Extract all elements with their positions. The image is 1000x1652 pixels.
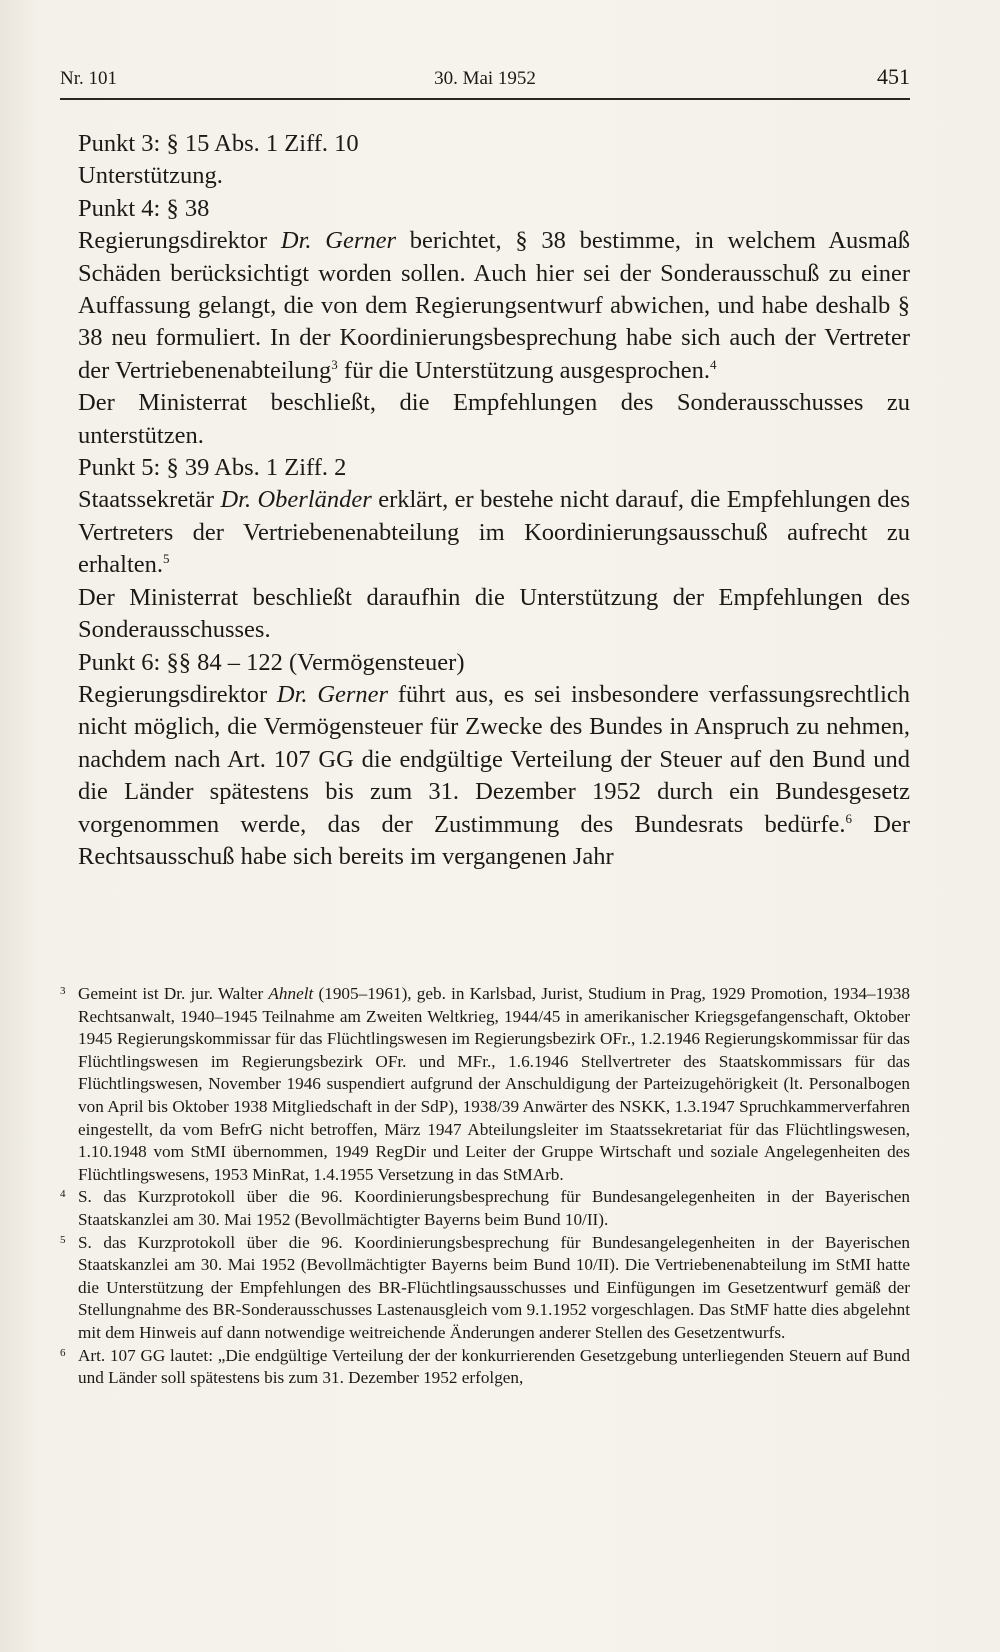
- footnote-number: 5: [60, 1233, 66, 1246]
- footnote-number: 3: [60, 985, 66, 997]
- person-name: Dr. Gerner: [276, 680, 389, 708]
- footnote-ref: 4: [709, 356, 717, 372]
- paragraph: Unterstützung.: [78, 162, 223, 190]
- footnote-ref: 5: [163, 551, 170, 567]
- footnotes: [60, 983, 910, 1390]
- footnote: 3 Gemeint ist Dr. jur. Walter Ahnelt (1905–1961), geb. in Karlsbad, Jurist, Studium in Prag, 1929 Promotion, 1934–1938 Rechtsanwalt, 1940–1945 Teilnahme am Zweiten Weltkrieg, 1944/45 in amerikanischer Kriegsgefangenschaft, Oktober 1945 Regierungskommissar für das Flüchtlingswesen im Regierungsbezirk OFr., 1.2.1946 Regierungskommissar für das Flüchtlingswesen im Regierungsbezirk OFr. und MFr., 1.6.1946 Stellvertreter des Staatskommissars für das Flüchtlingswesen, November 1946 suspendiert aufgrund der Anschuldigung der Parteizugehörigkeit (lt. Personalbogen von April bis Oktober 1938 Mitgliedschaft in der SdP), 1938/39 Anwärter des NSKK, 1.3.1947 Spruchkammerverfahren eingestellt, da vom BefrG nicht betroffen, März 1947 Abteilungsleiter im Staatssekretariat für das Flüchtlingswesen, 1.10.1948 vom StMI übernommen, 1949 RegDir und Leiter der Gruppe Wirtschaft und soziale Angelegenheiten des Flüchtlingswesens, 1953 MinRat, 1.4.1955 Versetzung in das StMArb.: [60, 983, 910, 1186]
- running-header: [60, 62, 910, 98]
- document-number: Nr. 101: [60, 68, 117, 89]
- header-rule: [60, 98, 910, 100]
- paragraph: Regierungsdirektor Dr. Gerner führt aus, es sei insbesondere verfassungsrechtlich nicht möglich, die Vermögensteuer für Zwecke des Bundes in Anspruch zu nehmen, nachdem nach Art. 107 GG die endgültige Verteilung der Steuer auf den Bund und die Länder spätestens bis zum 31. Dezember 1952 durch ein Bundesgesetz vorgenommen werde, das der Zustimmung des Bundesrats bedürfe.$^6$ Der Rechtsausschuß habe sich bereits im vergangenen Jahr: [78, 680, 910, 870]
- page-number: 451: [877, 64, 910, 89]
- person-name: Dr. Oberländer: [220, 486, 372, 514]
- agenda-item: Punkt 3: § 15 Abs. 1 Ziff. 10: [78, 130, 359, 157]
- paragraph: Staatssekretär Dr. Oberländer erklärt, er bestehe nicht darauf, die Empfehlungen des Vertreters der Vertriebenenabteilung im Koordinierungsausschuß aufrecht zu erhalten.$^5$: [78, 486, 910, 579]
- person-name: Dr. Gerner: [280, 227, 397, 255]
- agenda-item: Punkt 4: § 38: [78, 194, 210, 222]
- paragraph: Der Ministerrat beschließt, die Empfehlungen des Sonderausschusses zu unterstützen.: [78, 389, 910, 449]
- paragraph: Regierungsdirektor Dr. Gerner berichtet, § 38 bestimme, in welchem Ausmaß Schäden berücksichtigt worden sollen. Auch hier sei der Sonderausschuß zu einer Auffassung gelangt, die von dem Regierungsentwurf abwichen, und habe deshalb § 38 neu formuliert. In der Koordinierungsbesprechung habe sich auch der Vertreter der Vertriebenenabteilung$^3$ für die Unterstützung ausgesprochen.$^4$: [78, 227, 910, 384]
- footnote: 6 Art. 107 GG lautet: „Die endgültige Verteilung der der konkurrierenden Gesetzgebung unterliegenden Steuern auf Bund und Länder soll spätestens bis zum 31. Dezember 1952 erfolgen,: [60, 1345, 910, 1390]
- footnote-ref: 3: [331, 356, 338, 372]
- main-text: [78, 128, 910, 873]
- footnote-number: 4: [60, 1188, 66, 1201]
- paragraph: Der Ministerrat beschließt daraufhin die Unterstützung der Empfehlungen des Sonderausschusses.: [78, 583, 910, 644]
- footnote: 4 S. das Kurzprotokoll über die 96. Koordinierungsbesprechung für Bundesangelegenheiten in der Bayerischen Staatskanzlei am 30. Mai 1952 (Bevollmächtigter Bayerns beim Bund 10/II).: [60, 1186, 910, 1231]
- agenda-item: Punkt 6: §§ 84 – 122 (Vermögensteuer): [78, 648, 465, 676]
- footnote-number: 6: [60, 1346, 66, 1359]
- footnote-ref: 6: [845, 810, 853, 826]
- agenda-item: Punkt 5: § 39 Abs. 1 Ziff. 2: [78, 454, 347, 482]
- header-date: 30. Mai 1952: [434, 68, 536, 89]
- footnote: 5 S. das Kurzprotokoll über die 96. Koordinierungsbesprechung für Bundesangelegenheiten in der Bayerischen Staatskanzlei am 30. Mai 1952 (Bevollmächtigter Bayerns beim Bund 10/II). Die Vertriebenenabteilung im StMI hatte die Unterstützung der Empfehlungen des BR-Flüchtlingsausschusses und Einfügungen im Gesetzentwurf gemäß der Stellungnahme des BR-Sonderausschusses Lastenausgleich vom 9.1.1952 vorgeschlagen. Das StMF hatte dies abgelehnt mit dem Hinweis auf dann notwendige weitreichende Änderungen anderer Stellen des Gesetzentwurfs.: [60, 1232, 910, 1345]
- person-name: Ahnelt: [268, 984, 314, 1003]
